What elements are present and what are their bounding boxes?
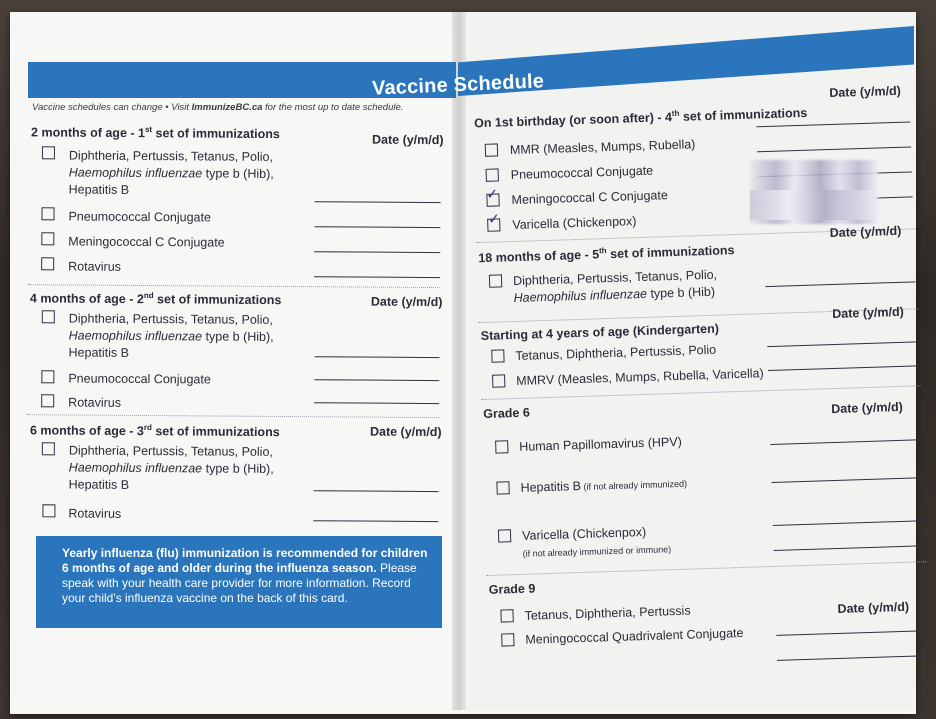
date-line[interactable]	[770, 439, 920, 445]
item-pneumococcal: Pneumococcal Conjugate	[68, 209, 211, 225]
date-header: Date (y/m/d)	[371, 132, 444, 148]
date-line[interactable]	[774, 545, 924, 551]
page-title: Vaccine Schedule	[371, 70, 545, 100]
section-2-months-title: 2 months of age - 1st set of immunizations	[31, 125, 280, 142]
schedule-note: Vaccine schedules can change • Visit ImmunizeBC.ca for the most up to date schedule.	[32, 102, 404, 113]
checkbox[interactable]	[500, 609, 513, 622]
item-mmrv: MMRV (Measles, Mumps, Rubella, Varicella)	[516, 366, 764, 388]
redacted-dates-overlay	[750, 190, 876, 220]
section-4-years-title: Starting at 4 years of age (Kindergarten)	[480, 321, 720, 344]
item-dtap-ipv-hib: Diphtheria, Pertussis, Tetanus, Polio, Haemophilus influenzae type b (Hib)	[512, 267, 718, 306]
date-line[interactable]	[777, 655, 927, 661]
date-line[interactable]	[772, 477, 922, 483]
item-meningococcal-c: Meningococcal C Conjugate	[511, 188, 669, 208]
checkbox[interactable]	[492, 374, 505, 387]
checkbox[interactable]	[485, 143, 498, 156]
section-6-months-title: 6 months of age - 3rd set of immunizations	[29, 423, 280, 440]
date-line[interactable]	[756, 121, 910, 127]
item-dtap-ipv-hib-hepb: Diphtheria, Pertussis, Tetanus, Polio, Haemophilus influenzae type b (Hib), Hepatitis B	[68, 443, 274, 492]
date-line[interactable]	[768, 365, 918, 371]
item-pneumococcal: Pneumococcal Conjugate	[68, 371, 211, 387]
item-dtap-ipv-hib-hepb: Diphtheria, Pertussis, Tetanus, Polio, Haemophilus influenzae type b (Hib), Hepatitis B	[68, 311, 274, 360]
section-4-months-title: 4 months of age - 2nd set of immunizations	[29, 291, 282, 308]
checkbox[interactable]	[496, 481, 509, 494]
item-dtap-ipv-hib-hepb: Diphtheria, Pertussis, Tetanus, Polio, Haemophilus influenzae type b (Hib), Hepatitis B	[68, 148, 274, 197]
date-header: Date (y/m/d)	[831, 399, 903, 417]
section-grade-9-title: Grade 9	[488, 581, 536, 597]
flu-recommendation-box: Yearly influenza (flu) immunization is recommended for children 6 months of age and older during the influenza season. Please speak with your health care provider for more information. Record your child's influenza vaccine on the back of this card.	[36, 536, 442, 628]
item-varicella: Varicella (Chickenpox)	[512, 214, 637, 233]
date-header: Date (y/m/d)	[370, 294, 443, 310]
item-hpv: Human Papillomavirus (HPV)	[519, 434, 682, 454]
item-meningococcal-c: Meningococcal C Conjugate	[68, 234, 225, 250]
item-varicella-g6: Varicella (Chickenpox) (if not already immunized or immune)	[521, 524, 672, 559]
section-divider	[486, 561, 926, 576]
date-header: Date (y/m/d)	[832, 304, 905, 322]
section-grade-6-title: Grade 6	[483, 405, 531, 422]
item-hepatitis-b: Hepatitis B (if not already immunized)	[520, 478, 688, 495]
item-rotavirus: Rotavirus	[68, 506, 122, 521]
checkbox[interactable]	[495, 440, 508, 453]
item-rotavirus: Rotavirus	[68, 259, 121, 274]
check-mark-icon: ✓	[487, 210, 501, 227]
date-header: Date (y/m/d)	[369, 424, 442, 440]
date-line[interactable]	[776, 630, 926, 636]
checkbox[interactable]	[486, 168, 499, 181]
item-rotavirus: Rotavirus	[68, 395, 122, 410]
date-line[interactable]	[767, 341, 917, 347]
date-header: Date (y/m/d)	[837, 599, 910, 616]
date-line[interactable]	[773, 520, 923, 526]
checkbox[interactable]	[491, 349, 504, 362]
date-line[interactable]	[765, 281, 915, 287]
item-pneumococcal: Pneumococcal Conjugate	[510, 163, 654, 183]
item-mmr: MMR (Measles, Mumps, Rubella)	[509, 137, 696, 158]
section-1st-birthday-title: On 1st birthday (or soon after) - 4th set of immunizations	[473, 105, 808, 131]
date-header: Date (y/m/d)	[829, 83, 902, 100]
checkbox[interactable]	[489, 274, 502, 287]
item-tdap: Tetanus, Diphtheria, Pertussis	[524, 603, 691, 623]
date-header: Date (y/m/d)	[829, 223, 902, 241]
item-tdap-ipv: Tetanus, Diphtheria, Pertussis, Polio	[515, 342, 717, 363]
date-line[interactable]	[757, 146, 911, 152]
section-18-months-title: 18 months of age - 5th set of immunizations	[478, 243, 735, 266]
item-meningococcal-quadrivalent: Meningococcal Quadrivalent Conjugate	[525, 625, 744, 647]
check-mark-icon: ✓	[486, 185, 499, 202]
checkbox[interactable]	[498, 529, 511, 542]
checkbox[interactable]	[501, 633, 514, 646]
